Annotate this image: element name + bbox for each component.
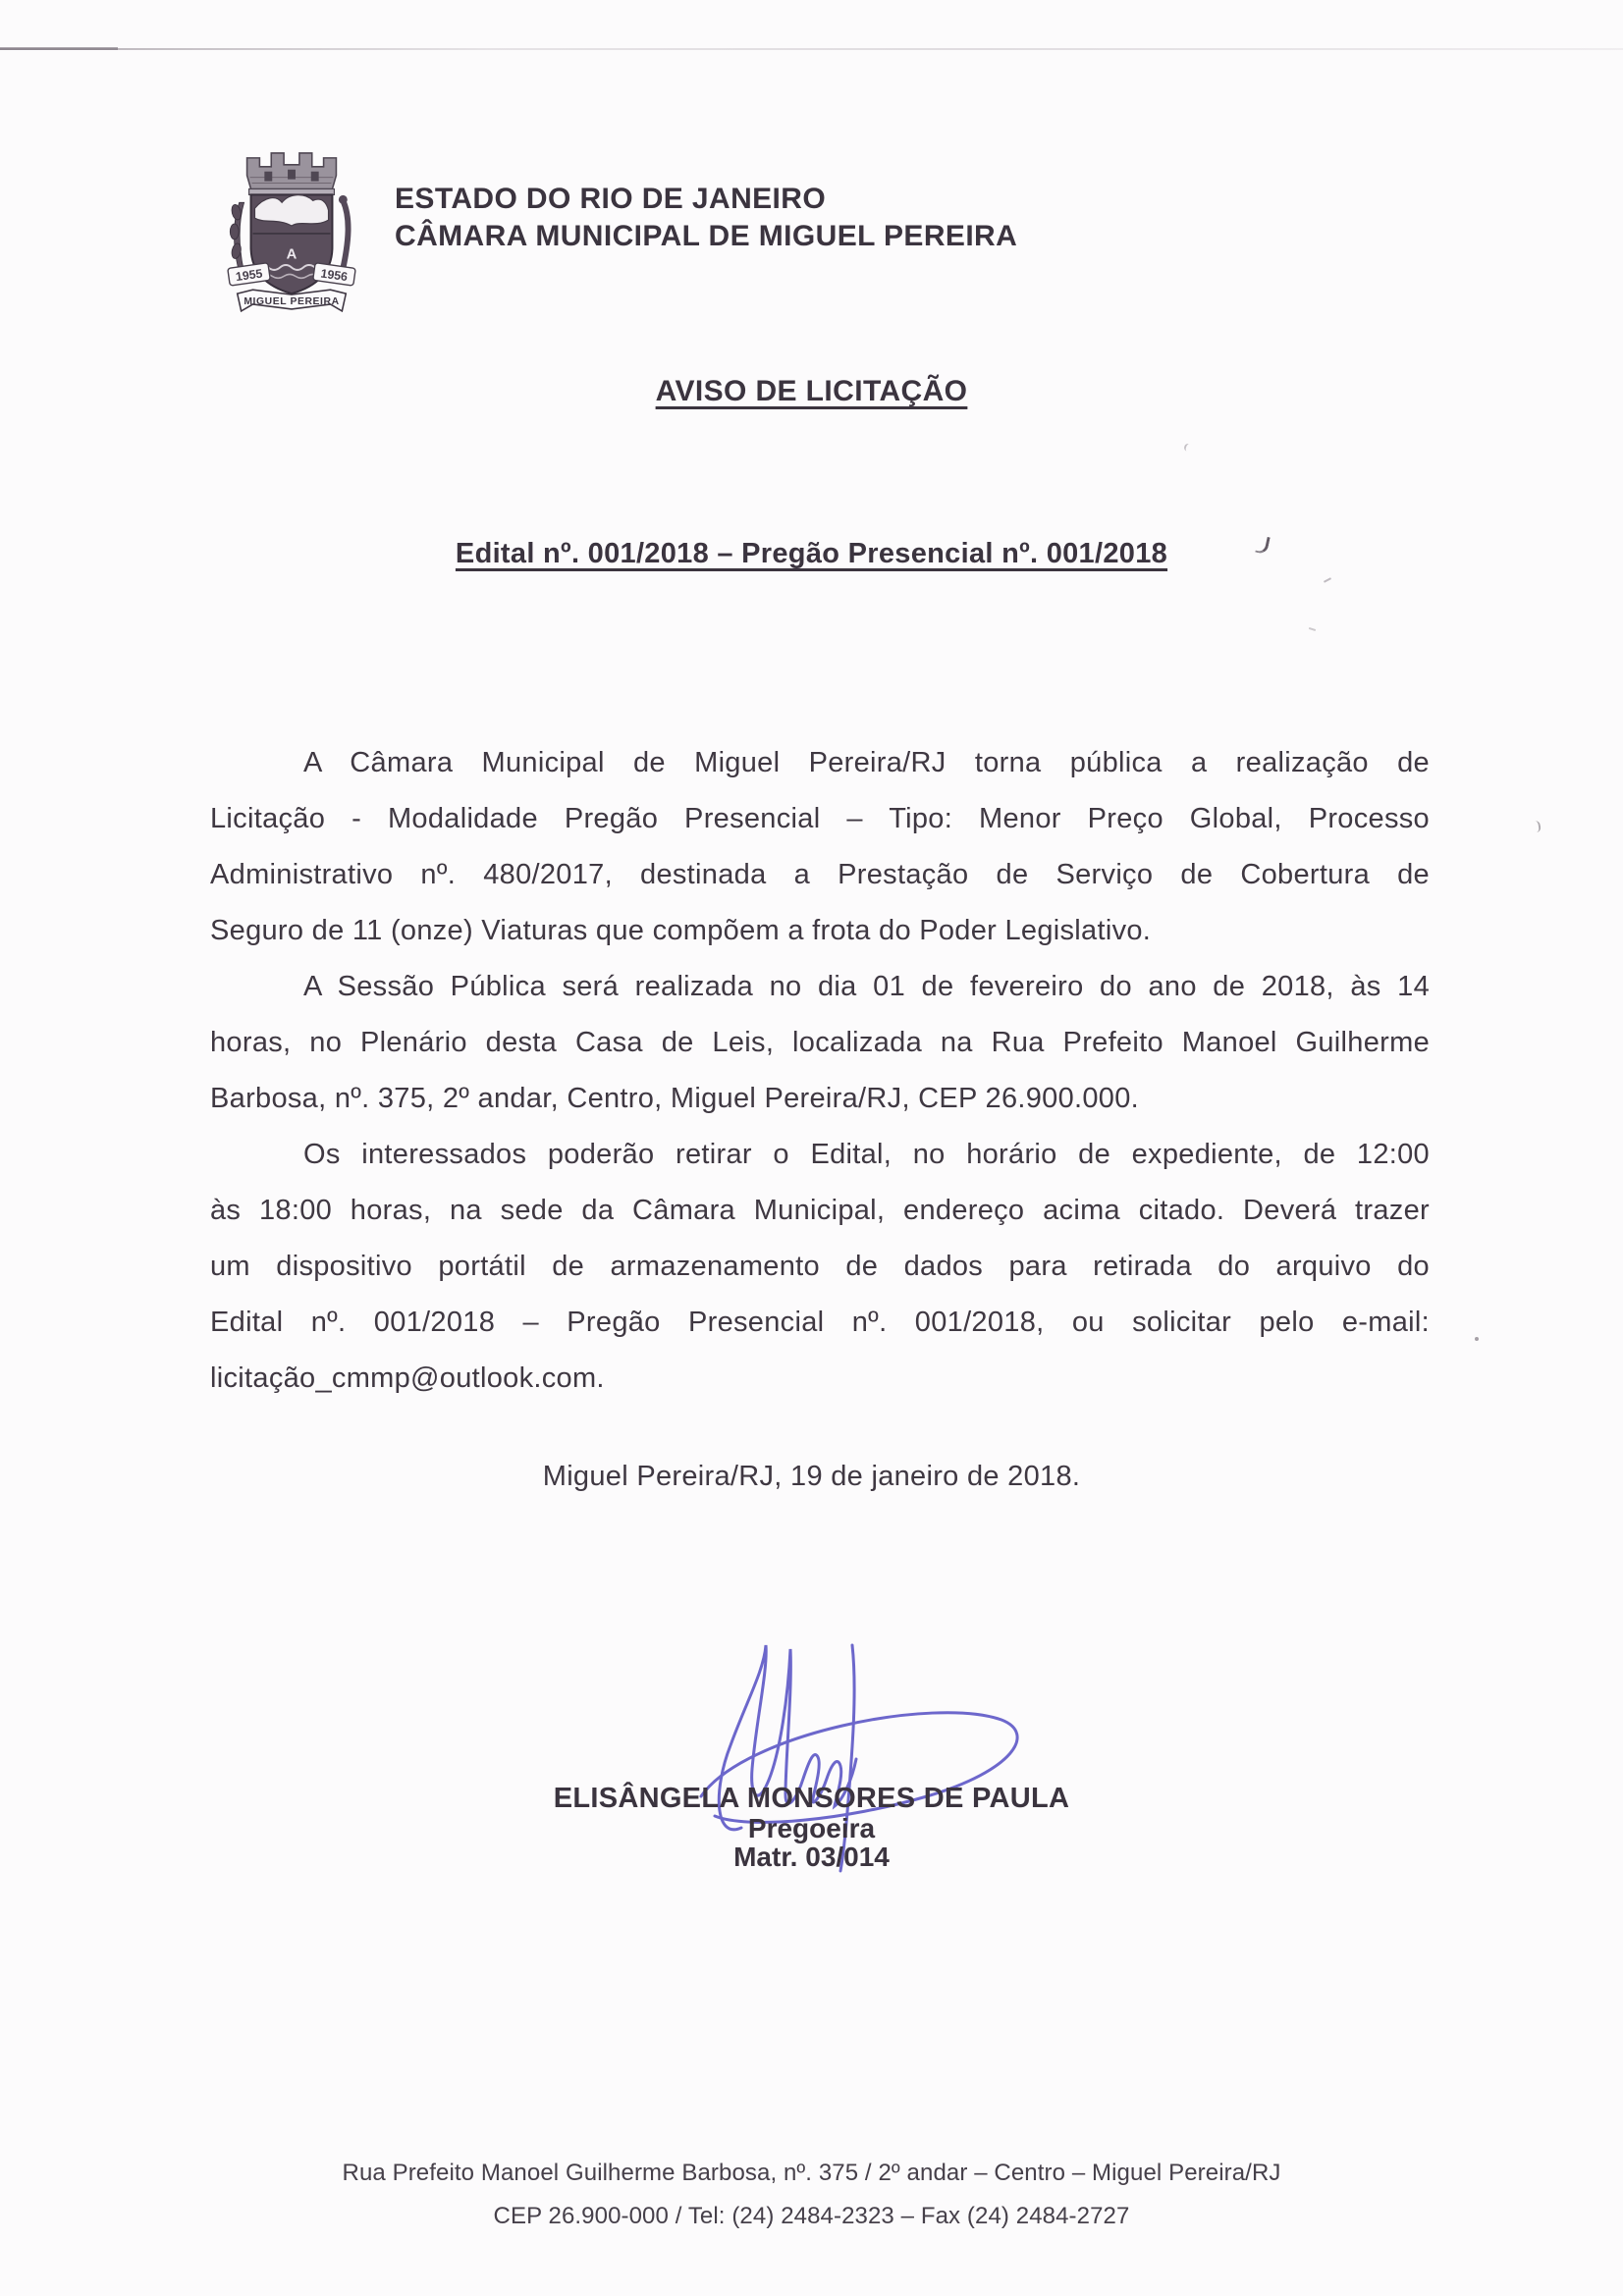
body-line: licitação_cmmp@outlook.com. [210, 1362, 605, 1394]
body-text [210, 735, 1430, 1407]
scan-line-artifact [0, 48, 1623, 50]
body-line: Licitação - Modalidade Pregão Presencial – Tipo: Menor Preço Global, Processo [210, 803, 1430, 834]
body-line: horas, no Plenário desta Casa de Leis, localizada na Rua Prefeito Manoel Guilherme [210, 1027, 1430, 1058]
doc-title-row [0, 375, 1623, 408]
body-line: Administrativo nº. 480/2017, destinada a Prestação de Serviço de Cobertura de [210, 859, 1430, 890]
doc-title: AVISO DE LICITAÇÃO [655, 375, 968, 407]
signer-role: Pregoeira [747, 1813, 876, 1843]
shield-monogram: A [286, 246, 298, 263]
signer-registration: Matr. 03/014 [733, 1842, 890, 1872]
doc-subtitle: Edital nº. 001/2018 – Pregão Presencial nº. 001/2018 [455, 538, 1168, 569]
coat-of-arms-icon [214, 137, 369, 316]
dateline: Miguel Pereira/RJ, 19 de janeiro de 2018. [542, 1461, 1081, 1492]
body-line: Edital nº. 001/2018 – Pregão Presencial nº. 001/2018, ou solicitar pelo e-mail: [210, 1307, 1430, 1338]
scan-speck [1183, 443, 1193, 453]
body-line: às 18:00 horas, na sede da Câmara Municipal, endereço acima citado. Deverá trazer [210, 1195, 1430, 1226]
body-line: A Câmara Municipal de Miguel Pereira/RJ torna pública a realização de [303, 747, 1430, 778]
footer-contact: CEP 26.900-000 / Tel: (24) 2484-2323 – Fax (24) 2484-2727 [493, 2203, 1130, 2229]
year-left: 1955 [235, 266, 264, 285]
body-line: Seguro de 11 (onze) Viaturas que compõem a frota do Poder Legislativo. [210, 915, 1152, 946]
banner-text: MIGUEL PEREIRA [243, 296, 340, 307]
body-line: Os interessados poderão retirar o Edital, no horário de expediente, de 12:00 [303, 1139, 1430, 1170]
body-paragraph-2 [210, 959, 1430, 1127]
scan-line-dark-artifact [0, 47, 118, 50]
footer [0, 2152, 1623, 2238]
signer-block [0, 1783, 1623, 1871]
scan-speck [1324, 577, 1331, 583]
year-right-plaque [313, 263, 356, 286]
body-paragraph-3 [210, 1127, 1430, 1407]
header-org-block [395, 181, 1017, 255]
scan-speck [1533, 821, 1542, 833]
body-line: A Sessão Pública será realizada no dia 01 de fevereiro do ano de 2018, às 14 [303, 971, 1430, 1002]
body-line: um dispositivo portátil de armazenamento de dados para retirada do arquivo do [210, 1251, 1430, 1282]
signer-name: ELISÂNGELA MONSORES DE PAULA [553, 1783, 1070, 1814]
year-left-plaque [228, 263, 271, 286]
body-line: Barbosa, nº. 375, 2º andar, Centro, Miguel Pereira/RJ, CEP 26.900.000. [210, 1083, 1140, 1114]
footer-address: Rua Prefeito Manoel Guilherme Barbosa, nº. 375 / 2º andar – Centro – Miguel Pereira/RJ [342, 2160, 1281, 2186]
scan-speck [1309, 627, 1316, 631]
body-paragraph-1 [210, 735, 1430, 959]
header-org-line: CÂMARA MUNICIPAL DE MIGUEL PEREIRA [395, 220, 1018, 252]
doc-subtitle-row [0, 538, 1623, 570]
scan-speck [1475, 1337, 1479, 1341]
header-state-line: ESTADO DO RIO DE JANEIRO [395, 183, 827, 215]
year-right: 1956 [319, 266, 349, 285]
